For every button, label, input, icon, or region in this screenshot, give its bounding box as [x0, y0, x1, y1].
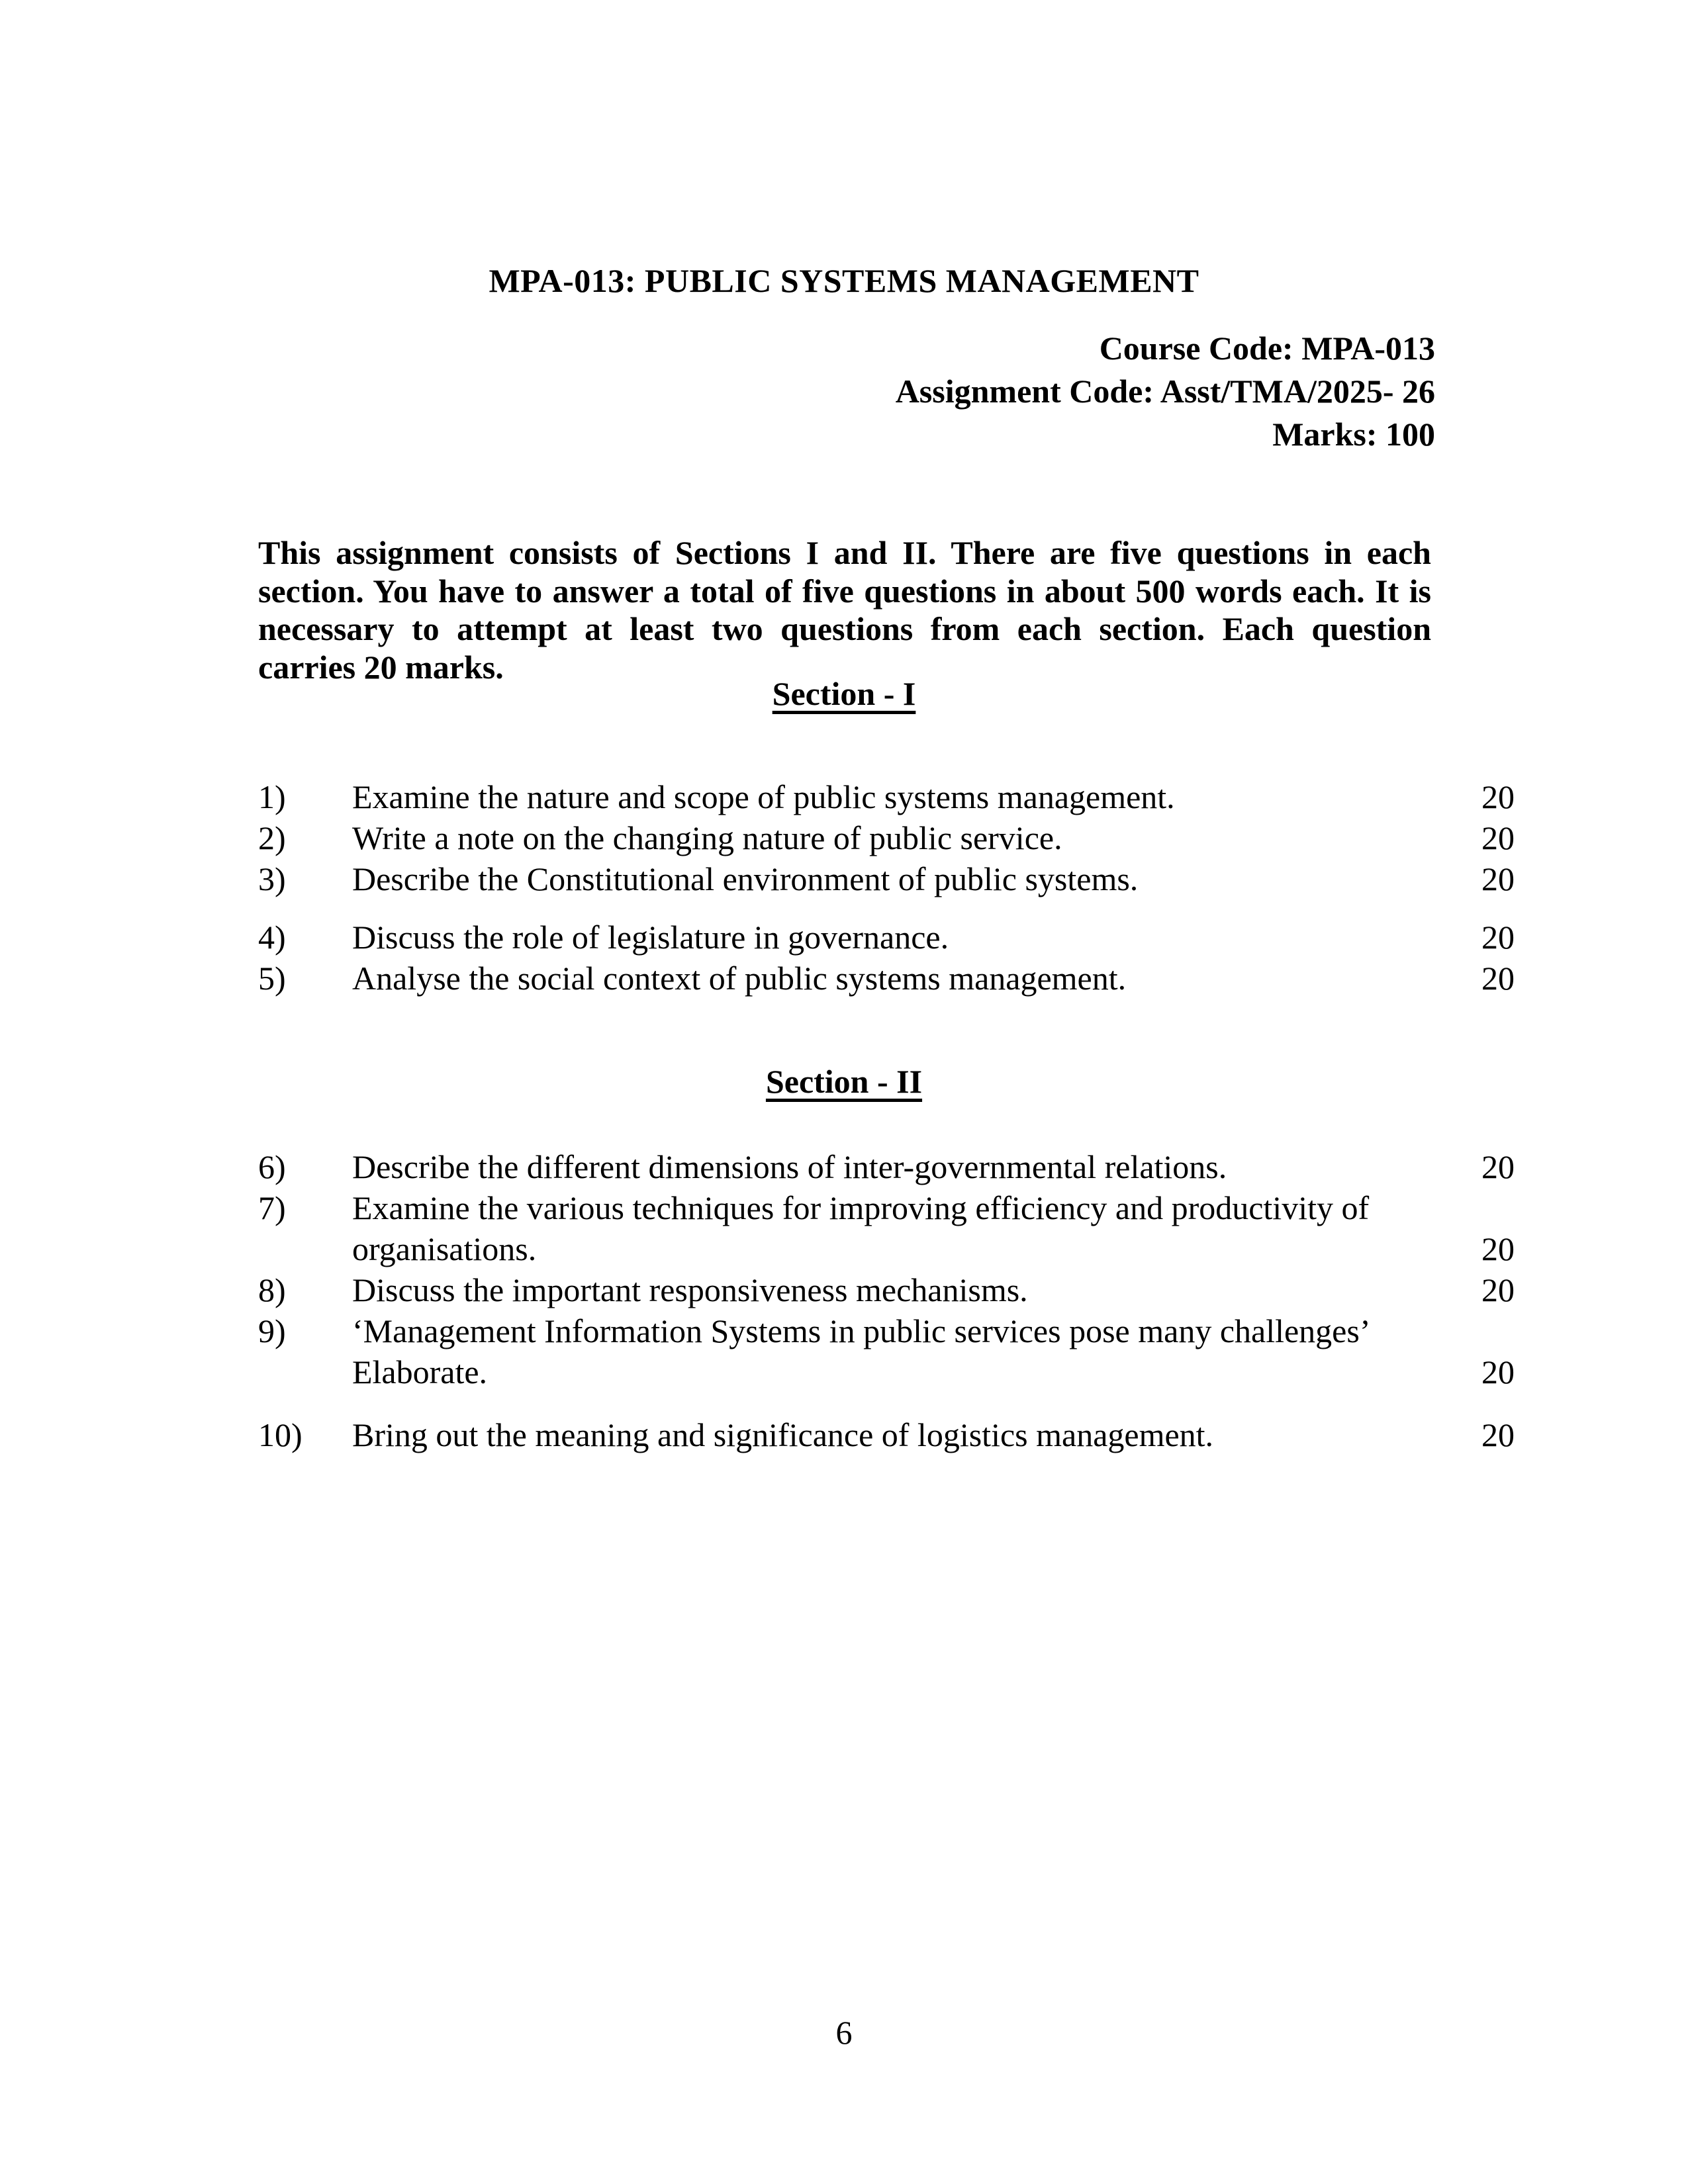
question-row [258, 1146, 1515, 1187]
section-1-heading [0, 675, 1688, 713]
question-text: Analyse the social context of public systems management. [352, 960, 1127, 997]
question-text: Examine the various techniques for improving efficiency and productivity of organisations. [352, 1189, 1370, 1267]
question-number: 2) [258, 819, 286, 856]
question-number: 8) [258, 1271, 286, 1308]
question-row [258, 776, 1515, 817]
question-text: Bring out the meaning and significance of logistics management. [352, 1416, 1214, 1453]
question-text: Discuss the role of legislature in governance. [352, 919, 949, 956]
question-number: 4) [258, 919, 286, 956]
section-2-questions [258, 1146, 1515, 1455]
page-title: MPA-013: PUBLIC SYSTEMS MANAGEMENT [489, 262, 1199, 299]
question-text: Describe the Constitutional environment of public systems. [352, 860, 1139, 897]
question-number: 1) [258, 778, 286, 815]
question-text: ‘Management Information Systems in public services pose many challenges’ Elaborate. [352, 1312, 1368, 1390]
section-1-heading-text: Section - I [772, 675, 916, 712]
question-row [258, 1269, 1515, 1310]
question-marks: 20 [1481, 1353, 1515, 1390]
instructions-paragraph: This assignment consists of Sections I and II. There are five questions in each section. You have to answer a total of five questions in about 500 words each. It is necessary to attempt at least two questions from each section. Each question carries 20 marks. [258, 534, 1431, 686]
question-row [258, 1187, 1515, 1269]
question-marks: 20 [1481, 960, 1515, 997]
question-number: 9) [258, 1312, 286, 1349]
question-number: 5) [258, 960, 286, 997]
question-number: 7) [258, 1189, 286, 1226]
question-number: 6) [258, 1148, 286, 1185]
question-row [258, 858, 1515, 899]
section-1-questions [258, 776, 1515, 999]
question-row [258, 1310, 1515, 1392]
question-marks: 20 [1481, 1148, 1515, 1185]
question-text: Describe the different dimensions of inter-governmental relations. [352, 1148, 1227, 1185]
question-marks: 20 [1481, 1271, 1515, 1308]
question-number: 3) [258, 860, 286, 897]
total-marks: Marks: 100 [1272, 416, 1435, 453]
question-text: Examine the nature and scope of public systems management. [352, 778, 1175, 815]
question-marks: 20 [1481, 1230, 1515, 1267]
assignment-code: Assignment Code: Asst/TMA/2025- 26 [895, 373, 1435, 410]
section-2-heading [0, 1063, 1688, 1101]
question-marks: 20 [1481, 919, 1515, 956]
question-row [258, 1414, 1515, 1455]
question-text: Write a note on the changing nature of public service. [352, 819, 1062, 856]
question-text: Discuss the important responsiveness mechanisms. [352, 1271, 1028, 1308]
question-marks: 20 [1481, 778, 1515, 815]
question-marks: 20 [1481, 860, 1515, 897]
question-row [258, 817, 1515, 858]
page-number: 6 [835, 2014, 853, 2051]
course-code: Course Code: MPA-013 [1099, 330, 1435, 367]
question-row [258, 917, 1515, 958]
question-marks: 20 [1481, 1416, 1515, 1453]
question-number: 10) [258, 1416, 303, 1453]
question-row [258, 958, 1515, 999]
section-2-heading-text: Section - II [765, 1063, 923, 1100]
question-marks: 20 [1481, 819, 1515, 856]
course-info-block [896, 327, 1435, 456]
